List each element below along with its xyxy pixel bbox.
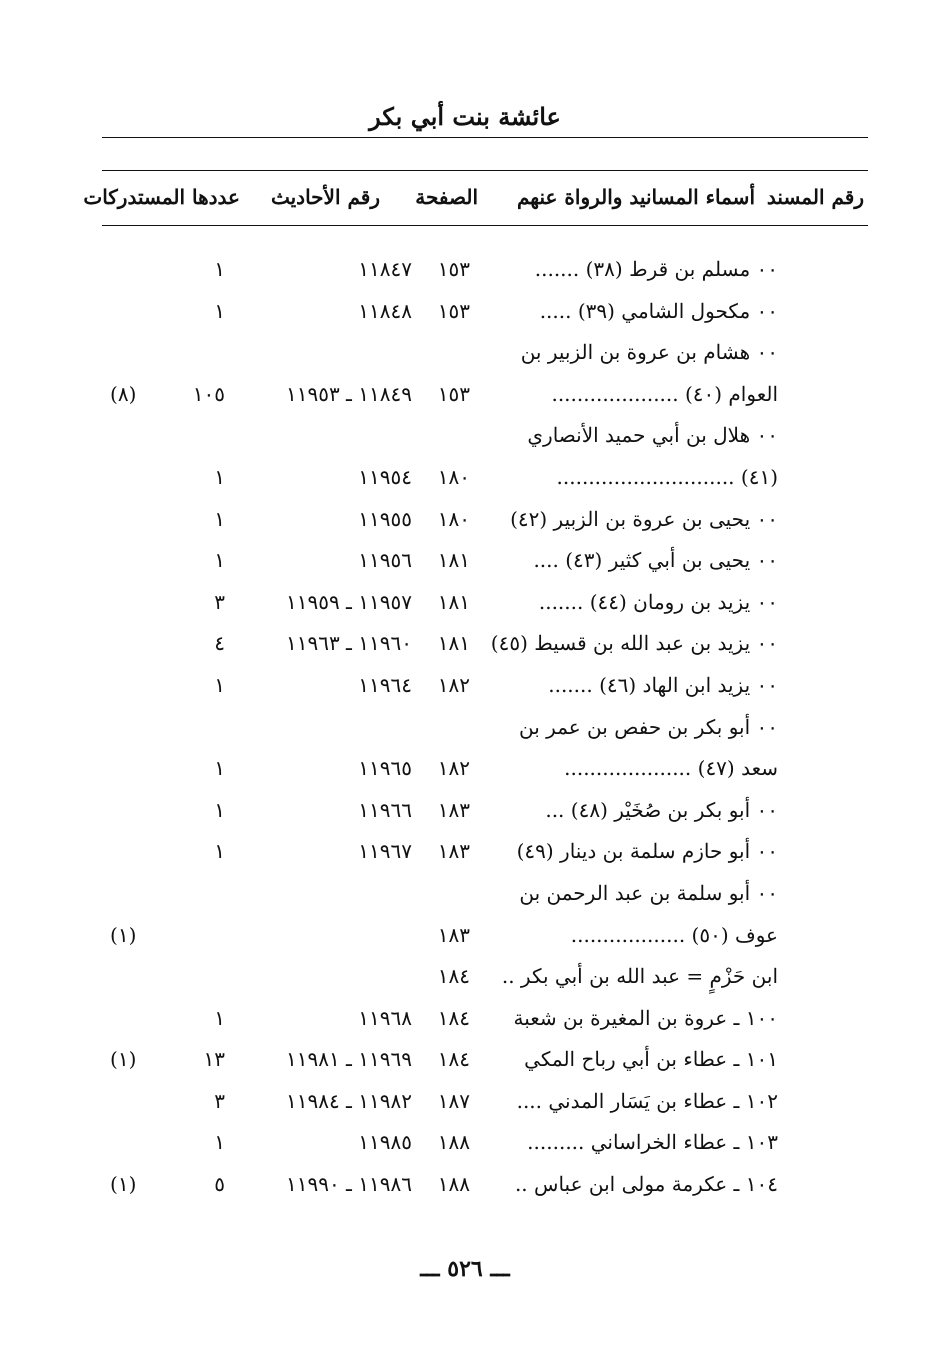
entry-hadith-numbers: ١١٩٦٥	[358, 756, 412, 781]
entry-name: ٠٠ مكحول الشامي (٣٩) .....	[539, 298, 778, 323]
col-header-hadith-no: رقم الأحاديث	[270, 185, 380, 209]
entry-page: ١٨١	[437, 631, 470, 656]
entry-hadith-numbers: ١١٩٨٥	[358, 1130, 412, 1155]
entry-hadith-numbers: ١١٩٥٧ ـ ١١٩٥٩	[285, 589, 412, 614]
entry-hadith-numbers: ١١٩٦٨	[358, 1005, 412, 1030]
entry-page: ١٨٣	[437, 797, 470, 822]
entry-name: ٠٠ هلال بن أبي حميد الأنصاري	[527, 423, 778, 448]
entry-count: ١	[214, 548, 225, 573]
entry-count: ١	[214, 1005, 225, 1030]
entry-page: ١٨١	[437, 589, 470, 614]
entry-hadith-numbers: ١١٩٨٢ ـ ١١٩٨٤	[285, 1088, 412, 1113]
entry-count: ١	[214, 839, 225, 864]
entry-name: ٠٠ يحيى بن عروة بن الزبير (٤٢)	[510, 506, 778, 531]
table-row	[0, 540, 930, 582]
entry-name: ١٠٤ ـ عكرمة مولى ابن عباس ..	[514, 1172, 778, 1197]
entry-addendum-ref: (١)	[110, 1172, 137, 1197]
entry-page: ١٥٣	[437, 257, 470, 281]
entry-page: ١٥٣	[437, 381, 470, 406]
entry-hadith-numbers: ١١٨٤٧	[358, 257, 412, 281]
table-row	[0, 956, 930, 998]
entry-page: ١٨٧	[437, 1088, 470, 1113]
entry-name: ١٠٢ ـ عطاء بن يَسَار المدني ....	[516, 1088, 778, 1113]
entry-page: ١٨٣	[437, 922, 470, 947]
entry-page: ١٨٤	[437, 1005, 470, 1030]
entry-count: ١	[214, 298, 225, 323]
entry-hadith-numbers: ١١٨٤٨	[358, 298, 412, 323]
entry-name: عوف (٥٠) ..................	[570, 922, 778, 947]
entry-addendum-ref: (٨)	[110, 381, 137, 406]
col-header-musnad-no: رقم المسند	[766, 185, 864, 209]
table-row	[0, 1039, 930, 1081]
entry-hadith-numbers: ١١٨٤٩ ـ ١١٩٥٣	[285, 381, 412, 406]
entry-name: ٠٠ يزيد ابن الهاد (٤٦) .......	[548, 672, 778, 697]
table-row	[0, 291, 930, 333]
table-row	[0, 998, 930, 1040]
entry-hadith-numbers: ١١٩٦٧	[358, 839, 412, 864]
table-row	[0, 831, 930, 873]
entry-count: ١	[214, 506, 225, 531]
entry-page: ١٨٢	[437, 672, 470, 697]
entry-name: ابن حَزْمٍ = عبد الله بن أبي بكر ..	[501, 964, 778, 989]
table-row	[0, 415, 930, 457]
entry-count: ١	[214, 1130, 225, 1155]
entry-count: ٣	[214, 589, 225, 614]
table-row	[0, 499, 930, 541]
entry-count: ٥	[214, 1172, 225, 1197]
entry-hadith-numbers: ١١٩٨٦ ـ ١١٩٩٠	[285, 1172, 412, 1197]
entry-count: ١٠٥	[192, 381, 225, 406]
entry-count: ١	[214, 257, 225, 281]
header-rule-top	[102, 137, 868, 138]
col-header-count: عددها المستدركات	[83, 185, 240, 209]
entry-page: ١٥٣	[437, 298, 470, 323]
entry-hadith-numbers: ١١٩٦٤	[358, 672, 412, 697]
entry-count: ١	[214, 464, 225, 489]
entry-hadith-numbers: ١١٩٥٤	[358, 464, 412, 489]
entry-count: ١	[214, 672, 225, 697]
entry-page: ١٨٣	[437, 839, 470, 864]
entry-hadith-numbers: ١١٩٦٦	[358, 797, 412, 822]
entry-hadith-numbers: ١١٩٥٥	[358, 506, 412, 531]
entry-name: ٠٠ أبو بكر بن حفص بن عمر بن	[519, 714, 778, 739]
entry-name: سعد (٤٧) ....................	[564, 756, 778, 781]
entry-page: ١٨٨	[437, 1130, 470, 1155]
table-row	[0, 582, 930, 624]
table-row	[0, 374, 930, 416]
entry-count: ١	[214, 756, 225, 781]
entry-page: ١٨٤	[437, 1047, 470, 1072]
table-row	[0, 790, 930, 832]
column-headers	[0, 185, 930, 221]
entry-addendum-ref: (١)	[110, 1047, 137, 1072]
entry-page: ١٨٠	[437, 506, 470, 531]
table-row	[0, 873, 930, 915]
table-row	[0, 1122, 930, 1164]
entry-page: ١٨٠	[437, 464, 470, 489]
col-header-page: الصفحة	[415, 185, 478, 209]
entry-hadith-numbers: ١١٩٦٠ ـ ١١٩٦٣	[285, 631, 412, 656]
entry-name: ١٠٠ ـ عروة بن المغيرة بن شعبة	[513, 1005, 778, 1030]
entry-name: العوام (٤٠) ....................	[551, 381, 778, 406]
col-header-names: أسماء المسانيد والرواة عنهم	[516, 185, 755, 209]
entry-count: ٣	[214, 1088, 225, 1113]
entry-name: ١٠١ ـ عطاء بن أبي رباح المكي	[524, 1047, 778, 1072]
entry-page: ١٨٤	[437, 964, 470, 989]
table-row	[0, 1164, 930, 1206]
entry-page: ١٨١	[437, 548, 470, 573]
entry-name: ٠٠ مسلم بن قرط (٣٨) .......	[534, 257, 778, 281]
entry-hadith-numbers: ١١٩٥٦	[358, 548, 412, 573]
entry-name: ٠٠ يحيى بن أبي كثير (٤٣) ....	[533, 548, 778, 573]
running-title: عائشة بنت أبي بكر	[369, 102, 561, 131]
entry-count: ٤	[214, 631, 225, 656]
header-rule-middle	[102, 170, 868, 171]
table-row	[0, 457, 930, 499]
table-row	[0, 748, 930, 790]
table-row	[0, 332, 930, 374]
entry-name: ٠٠ أبو حازم سلمة بن دينار (٤٩)	[516, 839, 778, 864]
entry-name: ٠٠ هشام بن عروة بن الزبير بن	[520, 340, 778, 365]
table-row	[0, 665, 930, 707]
entry-hadith-numbers: ١١٩٦٩ ـ ١١٩٨١	[285, 1047, 412, 1072]
entry-count: ١	[214, 797, 225, 822]
page-number: ـــ ٥٢٦ ـــ	[420, 1256, 510, 1282]
entry-name: ٠٠ يزيد بن رومان (٤٤) .......	[538, 589, 778, 614]
entry-name: ١٠٣ ـ عطاء الخراساني .........	[527, 1130, 778, 1155]
table-row	[0, 707, 930, 749]
index-table	[0, 249, 930, 1206]
table-row	[0, 1081, 930, 1123]
table-row	[0, 915, 930, 957]
column-header-rule	[102, 225, 868, 226]
entry-count: ١٣	[203, 1047, 225, 1072]
table-row	[0, 249, 930, 291]
entry-name: ٠٠ يزيد بن عبد الله بن قسيط (٤٥)	[490, 631, 778, 656]
entry-name: ٠٠ أبو سلمة بن عبد الرحمن بن	[519, 880, 778, 905]
entry-addendum-ref: (١)	[110, 922, 137, 947]
entry-name: (٤١) ............................	[556, 464, 778, 489]
entry-name: ٠٠ أبو بكر بن صُخَيْر (٤٨) ...	[545, 797, 778, 822]
entry-page: ١٨٢	[437, 756, 470, 781]
table-row	[0, 623, 930, 665]
entry-page: ١٨٨	[437, 1172, 470, 1197]
